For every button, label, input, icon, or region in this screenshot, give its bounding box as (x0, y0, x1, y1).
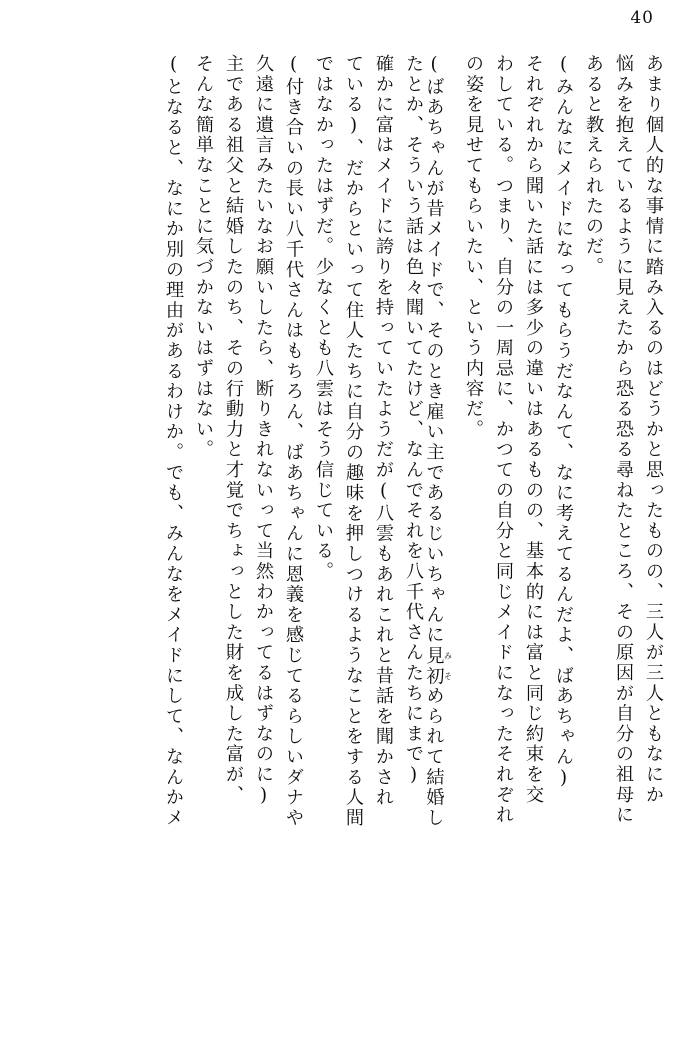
text-line: それぞれから聞いた話には多少の違いはあるものの、基本的には富と同じ約束を交 (523, 54, 544, 806)
ruby-annotation: 見初 みそ (423, 645, 453, 687)
text-line: (みんなにメイドになってもらうだなんて、なに考えてるんだよ、ばあちゃん) (553, 54, 574, 791)
text-line: あると教えられたのだ。 (583, 54, 604, 278)
text-line: たとか、そういう話は色々聞いてたけど、なんでそれを八千代さんたちにまで) (403, 54, 424, 788)
text-line: 悩みを抱えているように見えたから恐る恐る尋ねたところ、その原因が自分の祖母に (613, 54, 634, 826)
vertical-text-body (26, 54, 662, 1024)
text-line: 確かに富はメイドに誇りを持っていたようだが(八雲もあれこれと昔話を聞かされ (373, 54, 394, 808)
text-line: (付き合いの長い八千代さんはもちろん、ばあちゃんに恩義を感じてるらしいダナや (283, 54, 304, 829)
text-line: そんな簡単なことに気づかないはずはない。 (193, 54, 214, 460)
text-line: の姿を見せてもらいたい、という内容だ。 (463, 54, 484, 440)
page-number: 40 (630, 8, 654, 28)
text-line: わしている。つまり、自分の一周忌に、かつての自分と同じメイドになったそれぞれ (493, 54, 514, 826)
text-line: (となると、なにか別の理由があるわけか。でも、みんなをメイドにして、なんかメ (163, 54, 184, 829)
text-line: 主である祖父と結婚したのち、その行動力と才覚でちょっとした財を成した富が、 (223, 54, 244, 806)
text-line: ている)、だからといって住人たちに自分の趣味を押しつけるようなことをする人間 (343, 54, 364, 829)
text-line: あまり個人的な事情に踏み入るのはどうかと思ったものの、三人が三人ともなにか (643, 54, 664, 806)
text-line: 久遠に遺言みたいなお願いしたら、断りきれないって当然わかってるはずなのに) (253, 54, 274, 808)
text-line: ではなかったはずだ。少なくとも八雲はそう信じている。 (313, 54, 334, 582)
text-line-with-ruby: (ばあちゃんが昔メイドで、そのとき雇い主であるじいちゃんに見初 みそめられて結婚し (423, 54, 453, 829)
